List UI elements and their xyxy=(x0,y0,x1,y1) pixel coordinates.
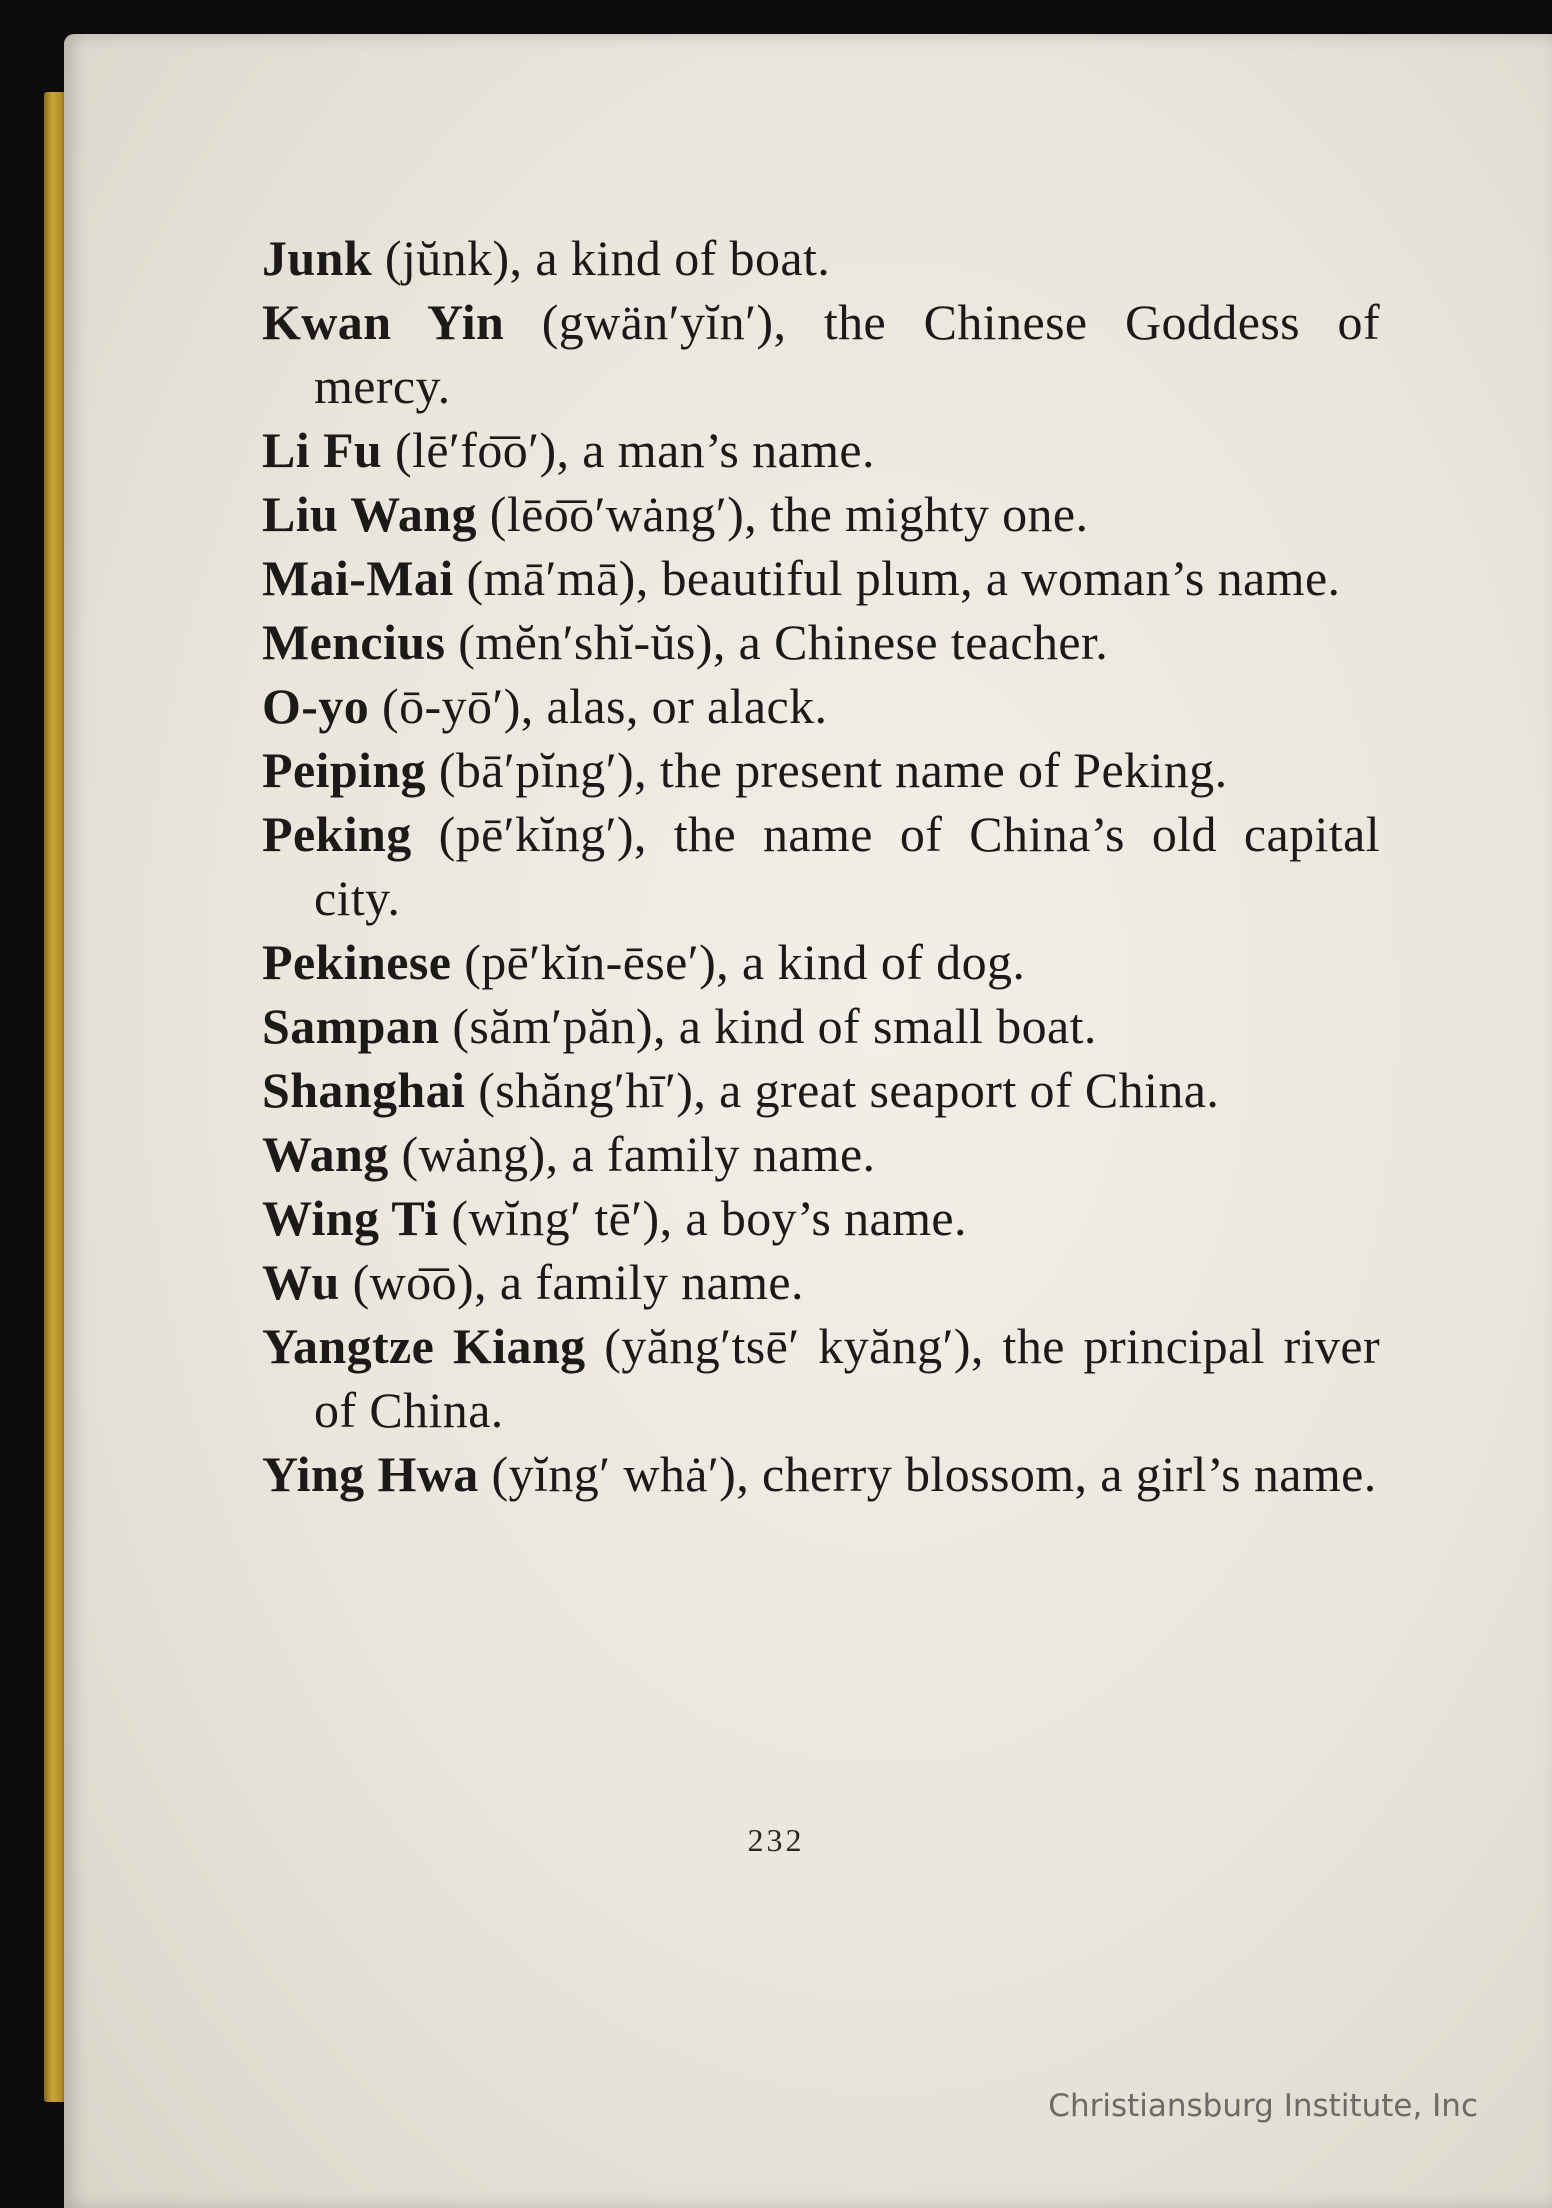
entry-headword: Ying Hwa xyxy=(262,1446,479,1502)
entry-definition: (mĕn′shĭ-ŭs), a Chinese teacher. xyxy=(445,614,1109,670)
glossary-entry xyxy=(262,930,1380,994)
entry-definition: (ō-yō′), alas, or alack. xyxy=(369,678,828,734)
entry-definition: (shăng′hī′), a great seaport of China. xyxy=(465,1062,1220,1118)
entry-definition: (gwän′yĭn′), the Chinese Goddess of mercy. xyxy=(314,294,1380,414)
glossary-entry xyxy=(262,610,1380,674)
glossary-entry xyxy=(262,1250,1380,1314)
entry-definition: (yăng′tsē′ kyăng′), the principal river of China. xyxy=(314,1318,1380,1438)
entry-definition: (săm′păn), a kind of small boat. xyxy=(439,998,1097,1054)
entry-headword: Kwan Yin xyxy=(262,294,505,350)
entry-definition: (wȧng), a family name. xyxy=(388,1126,876,1182)
glossary-entry xyxy=(262,226,1380,290)
glossary-entry xyxy=(262,290,1380,418)
entry-definition: (lē′fo͞o′), a man’s name. xyxy=(382,422,875,478)
glossary-entry xyxy=(262,546,1380,610)
glossary-entry xyxy=(262,1058,1380,1122)
glossary-entry xyxy=(262,994,1380,1058)
glossary-list xyxy=(262,226,1380,1506)
entry-headword: Wu xyxy=(262,1254,340,1310)
entry-headword: O-yo xyxy=(262,678,370,734)
glossary-entry xyxy=(262,1314,1380,1442)
entry-headword: Li Fu xyxy=(262,422,383,478)
entry-definition: (bā′pĭng′), the present name of Peking. xyxy=(425,742,1228,798)
entry-headword: Mencius xyxy=(262,614,446,670)
glossary-entry xyxy=(262,482,1380,546)
entry-headword: Yangtze Kiang xyxy=(262,1318,586,1374)
glossary-entry xyxy=(262,738,1380,802)
page-number: 232 xyxy=(747,1822,805,1858)
entry-headword: Liu Wang xyxy=(262,486,477,542)
entry-headword: Mai-Mai xyxy=(262,550,454,606)
glossary-entry xyxy=(262,1122,1380,1186)
entry-definition: (pē′kĭn-ēse′), a kind of dog. xyxy=(451,934,1026,990)
entry-headword: Shanghai xyxy=(262,1062,466,1118)
entry-definition: (wo͞o), a family name. xyxy=(339,1254,804,1310)
glossary-entry xyxy=(262,674,1380,738)
entry-definition: (yĭng′ whȧ′), cherry blossom, a girl’s name. xyxy=(478,1446,1377,1502)
entry-headword: Junk xyxy=(262,230,373,286)
entry-headword: Wang xyxy=(262,1126,389,1182)
entry-headword: Pekinese xyxy=(262,934,452,990)
entry-definition: (lēo͞o′wȧng′), the mighty one. xyxy=(476,486,1089,542)
entry-headword: Sampan xyxy=(262,998,440,1054)
entry-definition: (jŭnk), a kind of boat. xyxy=(372,230,831,286)
entry-headword: Peking xyxy=(262,806,412,862)
entry-definition: (wĭng′ tē′), a boy’s name. xyxy=(438,1190,967,1246)
glossary-entry xyxy=(262,1186,1380,1250)
entry-headword: Wing Ti xyxy=(262,1190,439,1246)
glossary-entry xyxy=(262,802,1380,930)
entry-definition: (mā′mā), beautiful plum, a woman’s name. xyxy=(453,550,1341,606)
watermark-credit: Christiansburg Institute, Inc xyxy=(1048,2088,1478,2124)
glossary-entry xyxy=(262,1442,1380,1506)
entry-definition: (pē′kĭng′), the name of China’s old capital city. xyxy=(314,806,1380,926)
glossary-entry xyxy=(262,418,1380,482)
entry-headword: Peiping xyxy=(262,742,426,798)
